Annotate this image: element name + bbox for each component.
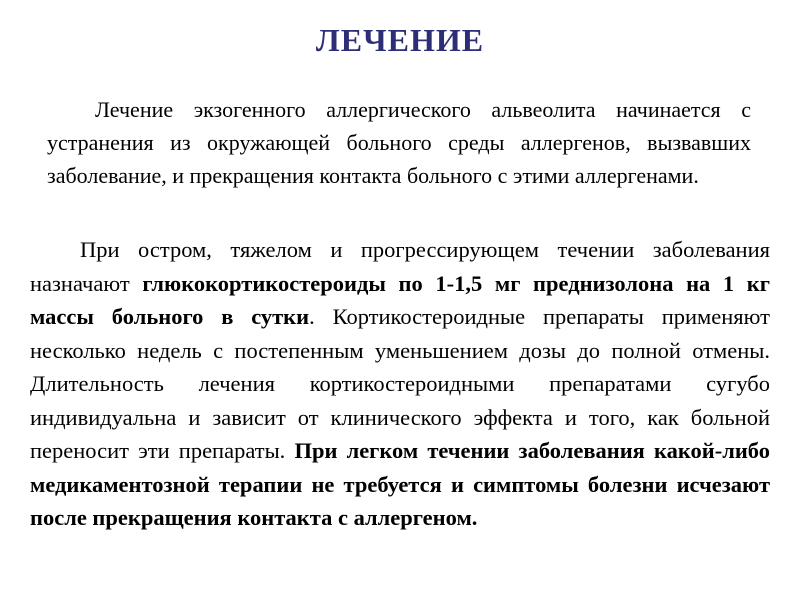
paragraph-treatment-bold-mild: При легком течении заболевания какой-либо медикаментозной терапии не требуется и симптомы болезни исчезают после прекращения контакта с аллергеном. xyxy=(30,438,771,530)
paragraph-treatment xyxy=(30,233,770,535)
paragraph-treatment-bold-dosage: глюкокортикостероиды по 1-1,5 мг преднизолона на 1 кг массы больного в сутки xyxy=(30,270,770,329)
slide-title: ЛЕЧЕНИЕ xyxy=(315,22,485,58)
paragraph-treatment-text-1: При остром, тяжелом и прогрессирующем течении заболевания назначают xyxy=(30,237,770,296)
paragraph-treatment-text-2: . Кортикостероидные препараты применяют несколько недель с постепенным уменьшением дозы до полной отмены. Длительность лечения кортикостероидными препаратами сугубо индивидуальна и зависит от клинического эффекта и того, как больной переносит эти препараты. xyxy=(30,304,770,463)
paragraph-intro: Лечение экзогенного аллергического альвеолита начинается с устранения из окружающей больного среды аллергенов, вызвавших заболевание, и прекращения контакта больного с этими аллергенами. xyxy=(47,97,751,188)
